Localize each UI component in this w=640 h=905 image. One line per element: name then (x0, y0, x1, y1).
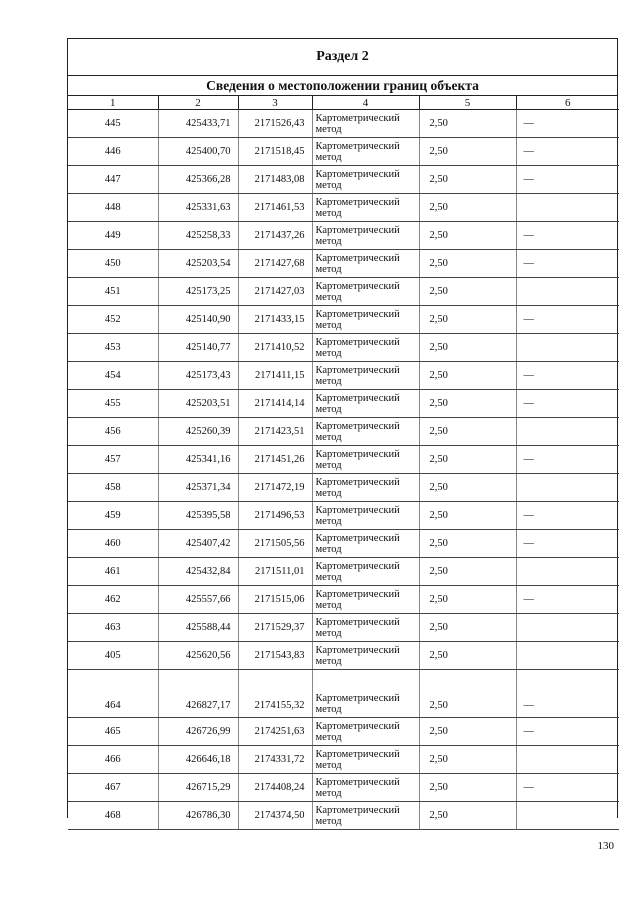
dash-mark: — (523, 782, 534, 793)
method-line-1: Картометрический (315, 140, 400, 152)
table-row (68, 166, 619, 194)
method (312, 362, 419, 390)
x-coordinate: 425260,39 (158, 418, 238, 446)
method-line-1: Картометрический (315, 532, 400, 544)
accuracy-value: 2,50 (419, 194, 516, 222)
method (312, 746, 419, 774)
dash-mark: — (523, 700, 534, 711)
point-number: 447 (68, 166, 158, 194)
y-coordinate: 2171414,14 (238, 390, 312, 418)
method-line-1: Картометрический (315, 720, 400, 732)
column-6-value (516, 774, 619, 802)
y-coordinate: 2171543,83 (238, 642, 312, 670)
method-line-2: метод (315, 571, 342, 583)
column-number-row (68, 96, 619, 110)
y-coordinate: 2174408,24 (238, 774, 312, 802)
y-coordinate: 2171526,43 (238, 110, 312, 138)
table-row (68, 802, 619, 830)
y-coordinate: 2171505,56 (238, 530, 312, 558)
point-number: 449 (68, 222, 158, 250)
x-coordinate: 425588,44 (158, 614, 238, 642)
point-number: 462 (68, 586, 158, 614)
method-line-2: метод (315, 599, 342, 611)
accuracy-value: 2,50 (419, 642, 516, 670)
x-coordinate: 425173,43 (158, 362, 238, 390)
y-coordinate: 2171529,37 (238, 614, 312, 642)
method (312, 166, 419, 194)
y-coordinate: 2174331,72 (238, 746, 312, 774)
table-row (68, 222, 619, 250)
table-row (68, 502, 619, 530)
method-line-1: Картометрический (315, 588, 400, 600)
x-coordinate: 425407,42 (158, 530, 238, 558)
method-line-2: метод (315, 319, 342, 331)
method-line-2: метод (315, 123, 342, 135)
method (312, 334, 419, 362)
table-row (68, 746, 619, 774)
x-coordinate: 425173,25 (158, 278, 238, 306)
method (312, 530, 419, 558)
x-coordinate: 425557,66 (158, 586, 238, 614)
method (312, 774, 419, 802)
accuracy-value: 2,50 (419, 802, 516, 830)
point-number: 452 (68, 306, 158, 334)
method-line-2: метод (315, 487, 342, 499)
method (312, 194, 419, 222)
column-6-value (516, 418, 619, 446)
column-6-value (516, 110, 619, 138)
accuracy-value: 2,50 (419, 166, 516, 194)
point-number: 446 (68, 138, 158, 166)
method (312, 446, 419, 474)
table-row (68, 670, 619, 718)
accuracy-value: 2,50 (419, 774, 516, 802)
dash-mark: — (523, 594, 534, 605)
point-number: 465 (68, 718, 158, 746)
method-line-2: метод (315, 347, 342, 359)
y-coordinate: 2171423,51 (238, 418, 312, 446)
column-header: 1 (68, 96, 158, 110)
dash-mark: — (523, 118, 534, 129)
dash-mark: — (523, 230, 534, 241)
table-row (68, 718, 619, 746)
table-row (68, 642, 619, 670)
dash-mark: — (523, 538, 534, 549)
dash-mark: — (523, 174, 534, 185)
accuracy-value: 2,50 (419, 250, 516, 278)
table-row (68, 586, 619, 614)
point-number: 450 (68, 250, 158, 278)
table-row (68, 250, 619, 278)
method-line-1: Картометрический (315, 616, 400, 628)
section-title: Раздел 2 (68, 39, 617, 76)
column-6-value (516, 446, 619, 474)
accuracy-value: 2,50 (419, 614, 516, 642)
point-number: 467 (68, 774, 158, 802)
method-line-1: Картометрический (315, 420, 400, 432)
method (312, 390, 419, 418)
column-6-value (516, 278, 619, 306)
y-coordinate: 2174155,32 (238, 670, 312, 718)
x-coordinate: 425140,77 (158, 334, 238, 362)
method (312, 418, 419, 446)
x-coordinate: 425371,34 (158, 474, 238, 502)
x-coordinate: 425433,71 (158, 110, 238, 138)
x-coordinate: 426786,30 (158, 802, 238, 830)
accuracy-value: 2,50 (419, 446, 516, 474)
method-line-2: метод (315, 543, 342, 555)
accuracy-value: 2,50 (419, 558, 516, 586)
y-coordinate: 2171411,15 (238, 362, 312, 390)
accuracy-value: 2,50 (419, 278, 516, 306)
y-coordinate: 2171496,53 (238, 502, 312, 530)
column-6-value (516, 670, 619, 718)
point-number: 464 (68, 670, 158, 718)
column-6-value (516, 802, 619, 830)
point-number: 461 (68, 558, 158, 586)
point-number: 453 (68, 334, 158, 362)
method-line-1: Картометрический (315, 776, 400, 788)
y-coordinate: 2171483,08 (238, 166, 312, 194)
point-number: 448 (68, 194, 158, 222)
y-coordinate: 2171472,19 (238, 474, 312, 502)
accuracy-value: 2,50 (419, 306, 516, 334)
point-number: 457 (68, 446, 158, 474)
method-line-1: Картометрический (315, 693, 400, 704)
accuracy-value: 2,50 (419, 474, 516, 502)
y-coordinate: 2171461,53 (238, 194, 312, 222)
method-line-1: Картометрический (315, 112, 400, 124)
table-row (68, 614, 619, 642)
point-number: 463 (68, 614, 158, 642)
y-coordinate: 2171410,52 (238, 334, 312, 362)
method-line-1: Картометрический (315, 308, 400, 320)
y-coordinate: 2171427,68 (238, 250, 312, 278)
method-line-2: метод (315, 179, 342, 191)
table-row (68, 474, 619, 502)
x-coordinate: 426726,99 (158, 718, 238, 746)
accuracy-value: 2,50 (419, 222, 516, 250)
column-6-value (516, 502, 619, 530)
column-6-value (516, 530, 619, 558)
column-6-value (516, 222, 619, 250)
table-row (68, 774, 619, 802)
x-coordinate: 426827,17 (158, 670, 238, 718)
method (312, 670, 419, 718)
column-6-value (516, 306, 619, 334)
point-number: 445 (68, 110, 158, 138)
y-coordinate: 2171437,26 (238, 222, 312, 250)
table-row (68, 530, 619, 558)
accuracy-value: 2,50 (419, 110, 516, 138)
dash-mark: — (523, 146, 534, 157)
method-line-1: Картометрический (315, 392, 400, 404)
accuracy-value: 2,50 (419, 670, 516, 718)
column-6-value (516, 558, 619, 586)
y-coordinate: 2171451,26 (238, 446, 312, 474)
accuracy-value: 2,50 (419, 502, 516, 530)
table-row (68, 558, 619, 586)
accuracy-value: 2,50 (419, 418, 516, 446)
table-subtitle: Сведения о местоположении границ объекта (68, 76, 617, 96)
method-line-2: метод (315, 235, 342, 247)
accuracy-value: 2,50 (419, 362, 516, 390)
point-number: 460 (68, 530, 158, 558)
method-line-1: Картометрический (315, 336, 400, 348)
method-line-2: метод (315, 403, 342, 415)
method-line-2: метод (315, 704, 342, 715)
accuracy-value: 2,50 (419, 718, 516, 746)
accuracy-value: 2,50 (419, 530, 516, 558)
x-coordinate: 425341,16 (158, 446, 238, 474)
y-coordinate: 2174374,50 (238, 802, 312, 830)
column-6-value (516, 614, 619, 642)
x-coordinate: 425620,56 (158, 642, 238, 670)
dash-mark: — (523, 726, 534, 737)
point-number: 451 (68, 278, 158, 306)
column-6-value (516, 194, 619, 222)
column-6-value (516, 334, 619, 362)
method-line-2: метод (315, 151, 342, 163)
method-line-1: Картометрический (315, 644, 400, 656)
method-line-2: метод (315, 815, 342, 827)
method-line-2: метод (315, 291, 342, 303)
document-frame (67, 38, 618, 827)
dash-mark: — (523, 314, 534, 325)
method-line-2: метод (315, 263, 342, 275)
point-number: 466 (68, 746, 158, 774)
method-line-2: метод (315, 787, 342, 799)
column-header: 3 (238, 96, 312, 110)
point-number: 458 (68, 474, 158, 502)
column-6-value (516, 474, 619, 502)
column-6-value (516, 166, 619, 194)
method (312, 586, 419, 614)
method-line-1: Картометрический (315, 748, 400, 760)
y-coordinate: 2171433,15 (238, 306, 312, 334)
x-coordinate: 425258,33 (158, 222, 238, 250)
table-body (68, 110, 619, 830)
y-coordinate: 2171515,06 (238, 586, 312, 614)
method-line-1: Картометрический (315, 804, 400, 816)
column-header: 2 (158, 96, 238, 110)
point-number: 456 (68, 418, 158, 446)
table-row (68, 390, 619, 418)
y-coordinate: 2171427,03 (238, 278, 312, 306)
x-coordinate: 425366,28 (158, 166, 238, 194)
point-number: 454 (68, 362, 158, 390)
dash-mark: — (523, 258, 534, 269)
accuracy-value: 2,50 (419, 390, 516, 418)
method-line-2: метод (315, 515, 342, 527)
column-header: 4 (312, 96, 419, 110)
y-coordinate: 2171518,45 (238, 138, 312, 166)
method-line-1: Картометрический (315, 504, 400, 516)
table-row (68, 138, 619, 166)
accuracy-value: 2,50 (419, 334, 516, 362)
x-coordinate: 425203,54 (158, 250, 238, 278)
dash-mark: — (523, 510, 534, 521)
x-coordinate: 426646,18 (158, 746, 238, 774)
method-line-1: Картометрический (315, 560, 400, 572)
table-row (68, 334, 619, 362)
x-coordinate: 425400,70 (158, 138, 238, 166)
column-header: 6 (516, 96, 619, 110)
accuracy-value: 2,50 (419, 746, 516, 774)
point-number: 459 (68, 502, 158, 530)
table-row (68, 362, 619, 390)
x-coordinate: 425432,84 (158, 558, 238, 586)
method (312, 802, 419, 830)
method-line-1: Картометрический (315, 196, 400, 208)
method (312, 306, 419, 334)
method-line-1: Картометрический (315, 252, 400, 264)
method-line-2: метод (315, 375, 342, 387)
x-coordinate: 425140,90 (158, 306, 238, 334)
table-row (68, 194, 619, 222)
method-line-2: метод (315, 731, 342, 743)
method (312, 558, 419, 586)
point-number: 455 (68, 390, 158, 418)
table-row (68, 446, 619, 474)
point-number: 468 (68, 802, 158, 830)
column-6-value (516, 746, 619, 774)
method (312, 474, 419, 502)
dash-mark: — (523, 454, 534, 465)
table-row (68, 278, 619, 306)
method (312, 718, 419, 746)
table-row (68, 110, 619, 138)
column-6-value (516, 138, 619, 166)
method (312, 222, 419, 250)
method-line-1: Картометрический (315, 280, 400, 292)
x-coordinate: 425395,58 (158, 502, 238, 530)
x-coordinate: 425203,51 (158, 390, 238, 418)
method-line-1: Картометрический (315, 448, 400, 460)
method (312, 614, 419, 642)
method-line-1: Картометрический (315, 224, 400, 236)
method (312, 110, 419, 138)
method-line-2: метод (315, 759, 342, 771)
table-row (68, 418, 619, 446)
method-line-2: метод (315, 459, 342, 471)
point-number: 405 (68, 642, 158, 670)
method-line-2: метод (315, 655, 342, 667)
column-6-value (516, 390, 619, 418)
column-6-value (516, 642, 619, 670)
y-coordinate: 2171511,01 (238, 558, 312, 586)
method-line-2: метод (315, 431, 342, 443)
column-6-value (516, 250, 619, 278)
method (312, 278, 419, 306)
method (312, 250, 419, 278)
method-line-2: метод (315, 207, 342, 219)
method-line-1: Картометрический (315, 476, 400, 488)
y-coordinate: 2174251,63 (238, 718, 312, 746)
accuracy-value: 2,50 (419, 138, 516, 166)
method-line-1: Картометрический (315, 168, 400, 180)
method (312, 138, 419, 166)
method (312, 502, 419, 530)
table-row (68, 306, 619, 334)
column-6-value (516, 586, 619, 614)
method-line-2: метод (315, 627, 342, 639)
method (312, 642, 419, 670)
x-coordinate: 426715,29 (158, 774, 238, 802)
column-6-value (516, 362, 619, 390)
method-line-1: Картометрический (315, 364, 400, 376)
dash-mark: — (523, 370, 534, 381)
x-coordinate: 425331,63 (158, 194, 238, 222)
accuracy-value: 2,50 (419, 586, 516, 614)
dash-mark: — (523, 398, 534, 409)
boundary-table (68, 96, 619, 830)
column-header: 5 (419, 96, 516, 110)
page-number: 130 (597, 840, 614, 852)
column-6-value (516, 718, 619, 746)
